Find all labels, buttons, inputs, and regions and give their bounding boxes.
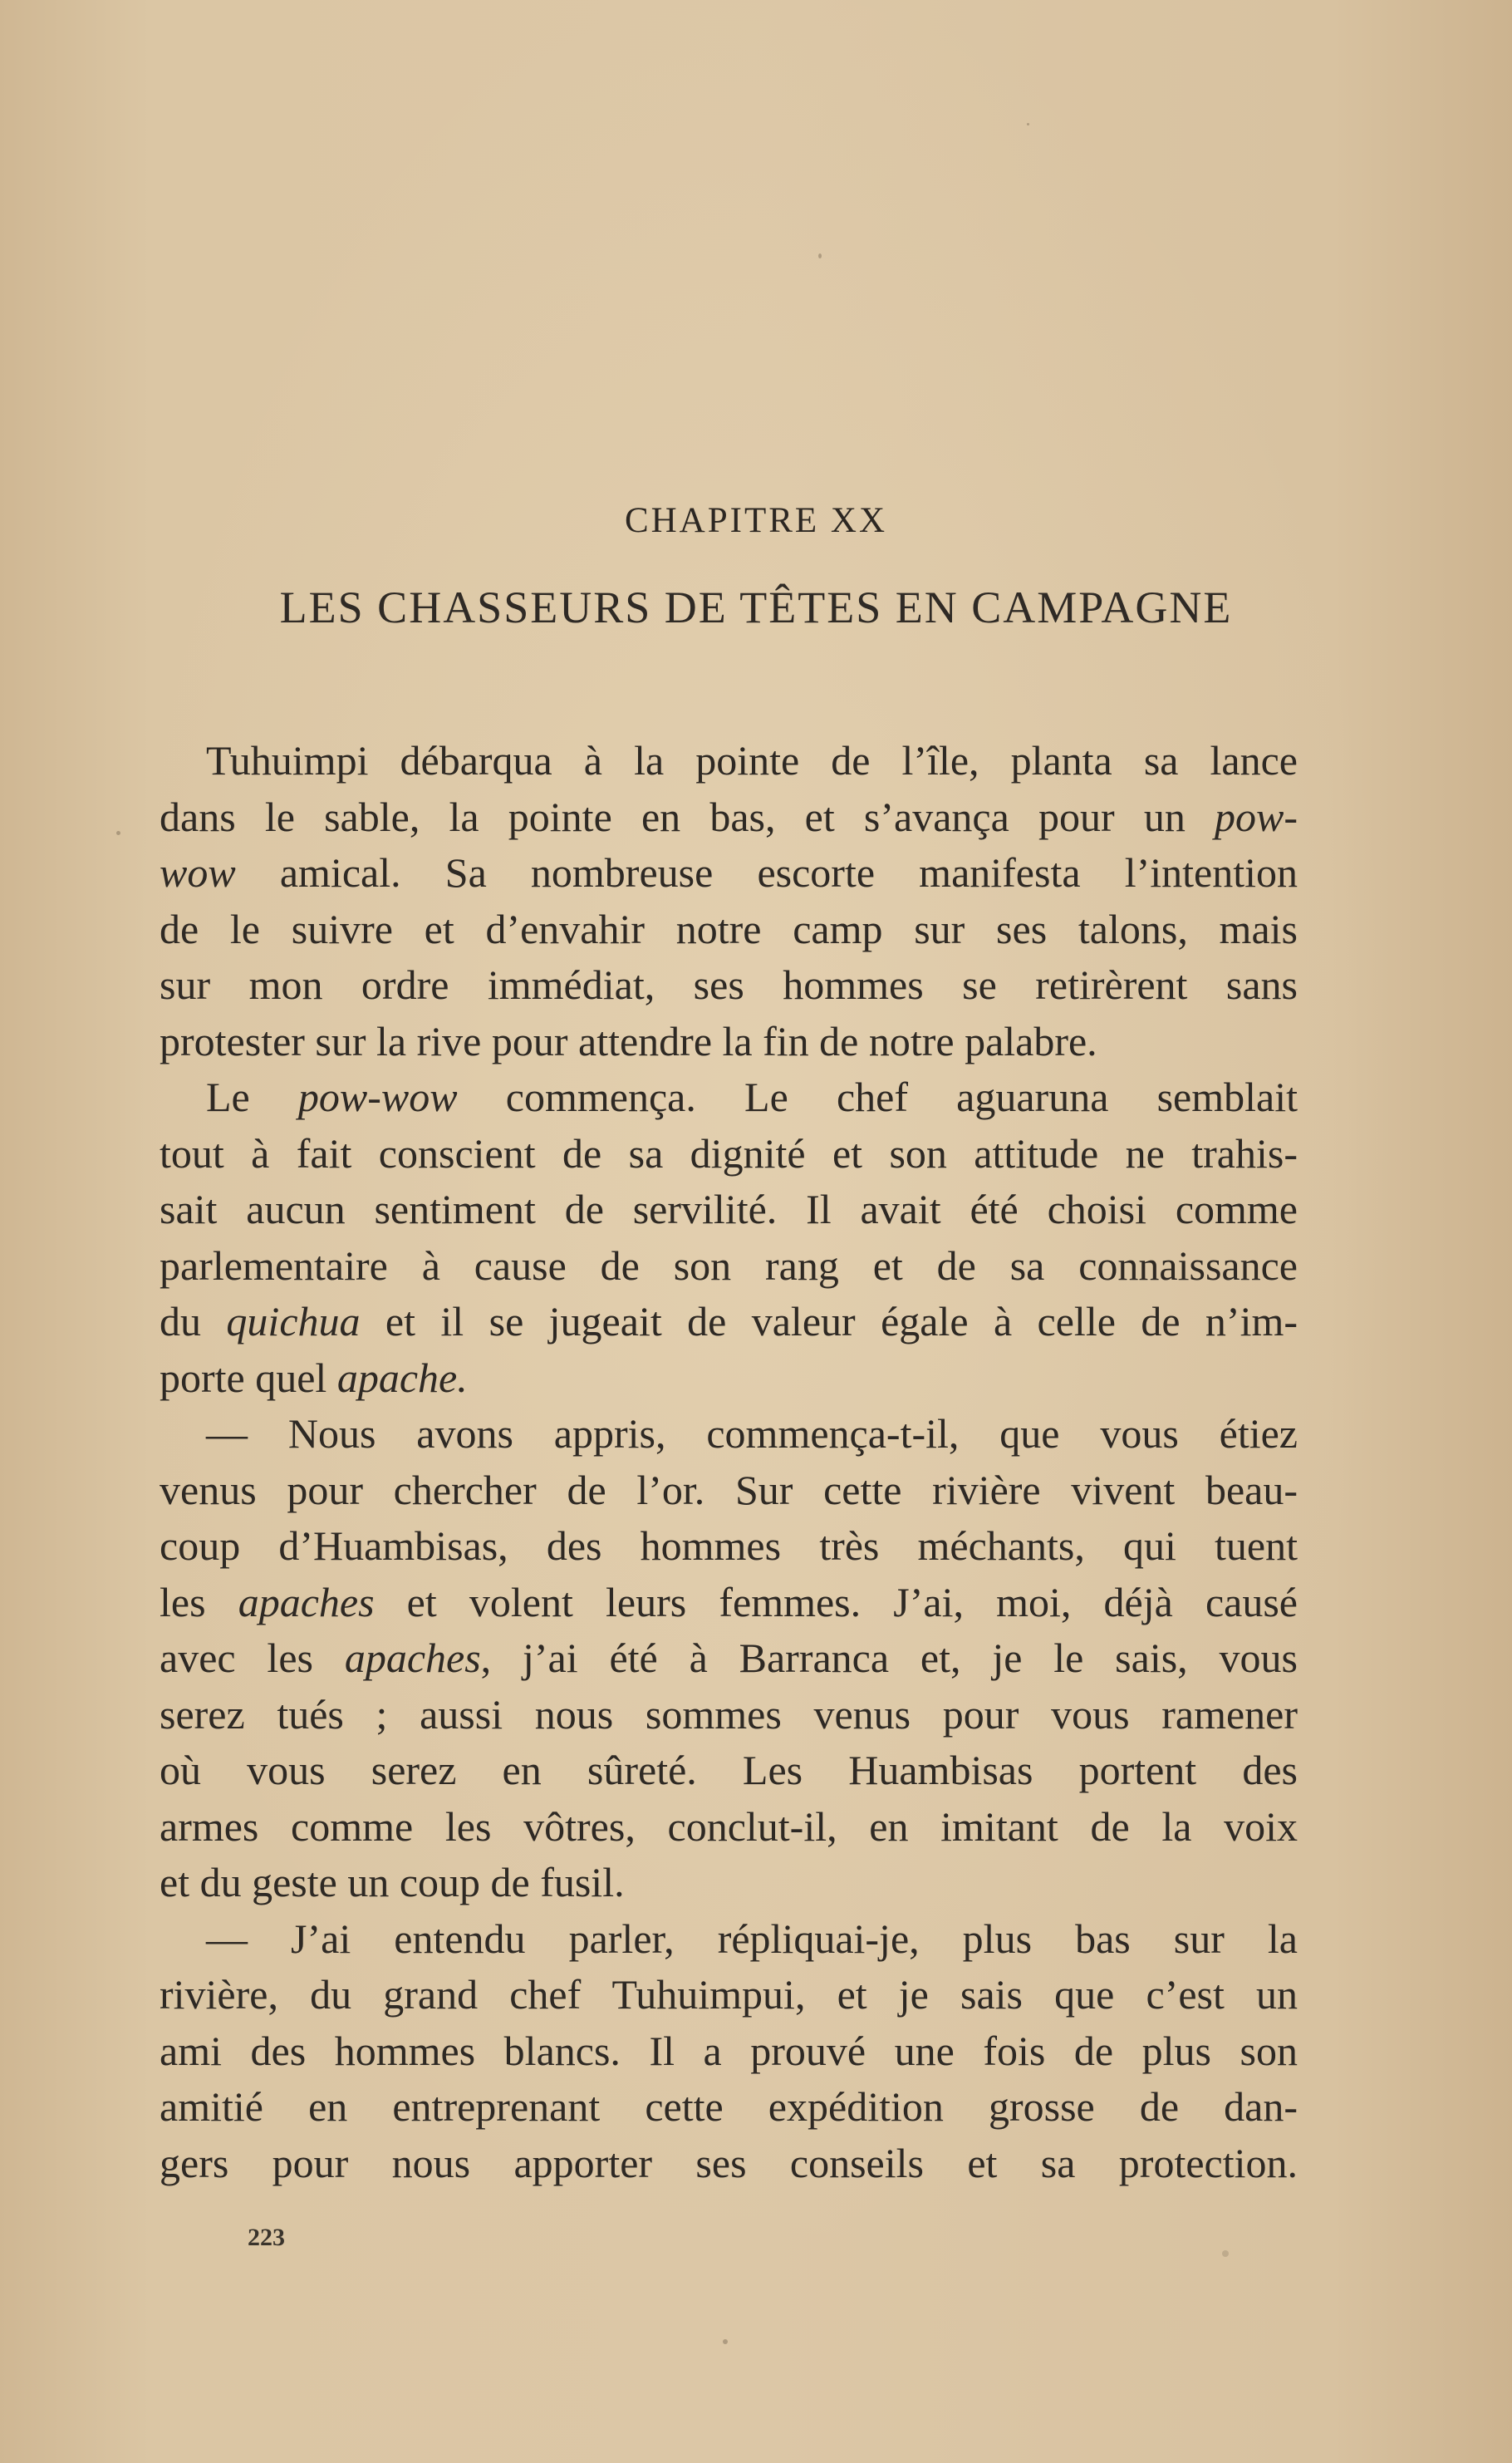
text-run: — Nous avons appris, commença-t-il, que vous étiez xyxy=(206,1410,1298,1457)
chapter-label: CHAPITRE XX xyxy=(624,501,888,540)
text-run: sur mon ordre immédiat, ses hommes se retirèrent sans xyxy=(160,961,1298,1008)
text-run: — J’ai entendu parler, répliquai-je, plus bas sur la xyxy=(206,1915,1298,1962)
text-run: venus pour chercher de l’or. Sur cette rivière vivent beau- xyxy=(160,1466,1298,1513)
italic-term: apaches xyxy=(238,1578,375,1625)
text-run: sait aucun sentiment de servilité. Il avait été choisi comme xyxy=(160,1186,1298,1232)
paper-speck xyxy=(723,2339,728,2344)
text-run: et du geste un coup de fusil. xyxy=(160,1859,625,1905)
text-line xyxy=(160,1350,1298,1407)
text-run: amical. Sa nombreuse escorte manifesta l’intention xyxy=(235,849,1298,896)
text-line xyxy=(160,1967,1298,2023)
text-line xyxy=(160,1575,1298,1631)
text-run: tout à fait conscient de sa dignité et son attitude ne trahis- xyxy=(160,1129,1298,1177)
text-run: serez tués ; aussi nous sommes venus pour vous ramener xyxy=(160,1690,1298,1738)
italic-term: pow-wow xyxy=(297,1074,458,1120)
text-line xyxy=(160,2079,1298,2136)
text-line xyxy=(160,1182,1298,1238)
text-run: dans le sable, la pointe en bas, et s’avança pour un xyxy=(160,793,1215,840)
paper-speck xyxy=(818,253,822,258)
text-line xyxy=(160,1518,1298,1575)
text-run: , j’ai été à Barranca et, je le sais, vous xyxy=(480,1635,1298,1681)
text-line xyxy=(160,1743,1298,1799)
text-line xyxy=(160,1126,1298,1182)
text-run: coup d’Huambisas, des hommes très méchants, qui tuent xyxy=(160,1522,1298,1569)
text-run: Le xyxy=(206,1074,298,1120)
text-line xyxy=(160,1406,1298,1463)
text-line xyxy=(160,1069,1298,1126)
text-line xyxy=(160,1014,1298,1070)
italic-term: apache. xyxy=(336,1354,468,1401)
text-run: et il se jugeait de valeur égale à celle de n’im- xyxy=(360,1298,1298,1345)
text-run: et volent leurs femmes. J’ai, moi, déjà causé xyxy=(374,1578,1298,1625)
italic-term: quichua xyxy=(226,1298,361,1345)
text-run: porte quel xyxy=(160,1354,337,1401)
text-run: armes comme les vôtres, conclut-il, en imitant de la voix xyxy=(160,1802,1298,1850)
text-line xyxy=(160,902,1298,958)
paper-speck xyxy=(1027,123,1029,125)
text-run: protester sur la rive pour attendre la fin de notre palabre. xyxy=(160,1017,1097,1064)
italic-term: apaches xyxy=(344,1635,481,1681)
text-run: où vous serez en sûreté. Les Huambisas portent des xyxy=(160,1747,1298,1793)
text-line xyxy=(160,789,1298,846)
text-line xyxy=(160,957,1298,1014)
text-run: amitié en entreprenant cette expédition grosse de dan- xyxy=(160,2083,1298,2130)
text-run: commença. Le chef aguaruna semblait xyxy=(457,1074,1298,1120)
text-line xyxy=(160,733,1298,789)
page-number: 223 xyxy=(248,2224,285,2251)
chapter-title: LES CHASSEURS DE TÊTES EN CAMPAGNE xyxy=(279,583,1233,632)
text-line xyxy=(160,2136,1298,2192)
text-run: de le suivre et d’envahir notre camp sur ses talons, mais xyxy=(160,905,1298,952)
text-run: du xyxy=(160,1298,227,1345)
body-text xyxy=(160,733,1298,2191)
italic-term: pow- xyxy=(1215,793,1298,840)
text-line xyxy=(160,1630,1298,1687)
text-line xyxy=(160,1799,1298,1856)
text-run: Tuhuimpi débarqua à la pointe de l’île, planta sa lance xyxy=(206,737,1298,784)
text-run: les xyxy=(160,1578,238,1625)
text-run: ami des hommes blancs. Il a prouvé une fois de plus son xyxy=(160,2027,1298,2074)
text-run: parlementaire à cause de son rang et de sa connaissance xyxy=(160,1241,1298,1289)
text-line xyxy=(160,1238,1298,1295)
text-line xyxy=(160,1911,1298,1968)
italic-term: wow xyxy=(160,849,236,896)
text-run: avec les xyxy=(160,1635,345,1681)
text-line xyxy=(160,1855,1298,1911)
text-line xyxy=(160,1294,1298,1350)
paper-speck xyxy=(116,831,120,835)
paper-speck xyxy=(1222,2250,1229,2257)
text-line xyxy=(160,845,1298,902)
text-run: rivière, du grand chef Tuhuimpui, et je sais que c’est un xyxy=(160,1971,1298,2018)
text-line xyxy=(160,1463,1298,1519)
text-line xyxy=(160,2023,1298,2080)
text-line xyxy=(160,1687,1298,1743)
text-run: gers pour nous apporter ses conseils et sa protection. xyxy=(160,2139,1298,2186)
